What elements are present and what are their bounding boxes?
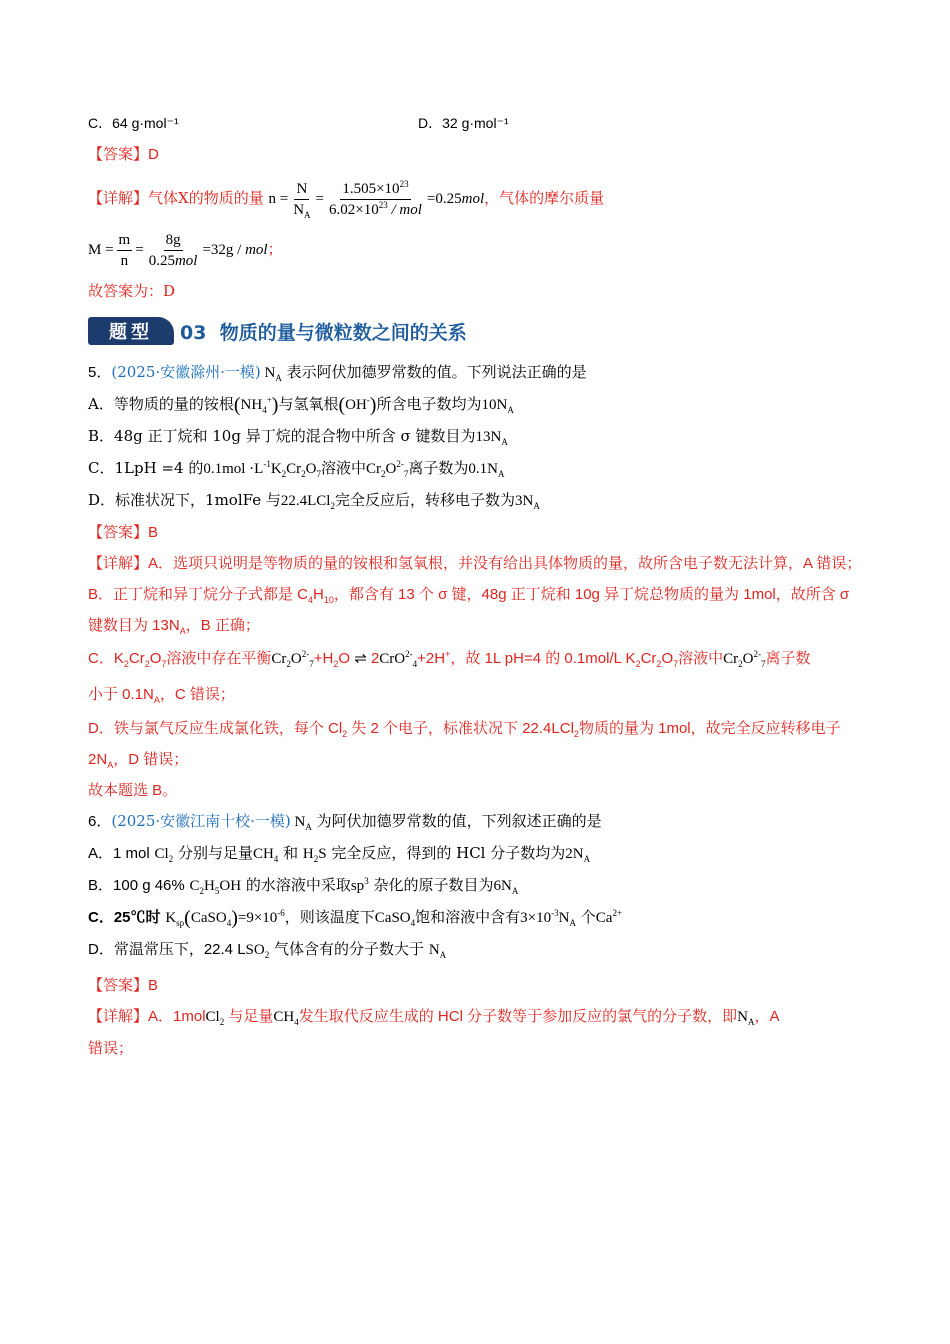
q6-da-cl2: Cl bbox=[205, 1009, 220, 1025]
q6-b3: 杂化的原子数目为 bbox=[373, 876, 494, 894]
frac-num: N bbox=[294, 180, 309, 200]
q5-d-c: 完全反应后，转移电子数为 bbox=[334, 491, 515, 509]
q6-c5: 3×10 bbox=[520, 910, 552, 926]
q5-dc10-ion-sub: 7 bbox=[760, 659, 766, 669]
answer-label: 【答案】D bbox=[88, 146, 159, 163]
q5-dd1: D．铁与氯气反应生成氯化铁，每个 Cl bbox=[88, 720, 343, 737]
q5-c-e: 离子数为 bbox=[408, 459, 469, 477]
q6-d-na: N bbox=[428, 942, 440, 958]
q5-dc4: 溶液中存在平衡 bbox=[166, 650, 272, 667]
q5-a-mid: 与氢氧根 bbox=[278, 395, 339, 413]
q6-c3: ，则该温度下 bbox=[284, 908, 375, 926]
q5-detail-label: 【详解】 bbox=[88, 555, 149, 572]
q5-dd2: 失 2 个电子，标准状况下 22.4LCl bbox=[351, 720, 574, 737]
q5-dd4: ，D 错误； bbox=[113, 751, 189, 768]
q6-d-na-sub: A bbox=[439, 950, 447, 960]
q5-dc-ion-o: O bbox=[290, 651, 302, 667]
q6-a1: A．1 mol bbox=[88, 845, 150, 862]
q6-answer: 【答案】B bbox=[88, 977, 159, 994]
formula-moles: n = $\frac{N}{N_A}$ = $\frac{1.505\times 10^{23}}{6.02\times 10^{23} / mol}$ =0.25mol bbox=[268, 179, 485, 221]
q6-na-sub: A bbox=[305, 822, 312, 832]
q5-dc-ion-sub: 7 bbox=[309, 659, 314, 669]
q5-a-pre: A．等物质的量的铵根 bbox=[88, 395, 234, 413]
q6-option-c: C．25℃时 $K_{sp}(CaSO_4)=9\times 10^{-6}$，则该温度下CaSO$_4$饱和溶液中含有$3\times 10^{-3}N_A$ 个$Ca^{2+}$ bbox=[88, 907, 623, 929]
q6-ca-sup: 2+ bbox=[612, 908, 623, 918]
m-lhs: M = bbox=[88, 242, 114, 258]
q6-da5: 错误； bbox=[88, 1040, 134, 1057]
q6-number: 6． bbox=[88, 813, 112, 830]
q5-dc10-ion-o: O bbox=[742, 651, 754, 667]
q5-dc-ion-sup: 2- bbox=[301, 649, 310, 659]
q5-dc5: +H bbox=[313, 650, 334, 667]
q5-dc9-cr: Cr bbox=[640, 650, 657, 667]
q5-dc10: 溶液中 bbox=[678, 650, 724, 667]
q5-dd3: 物质的量为 1mol，故完全反应转移电子 2N bbox=[88, 720, 841, 768]
m-frac-num: m bbox=[117, 231, 133, 251]
q6-c5-na: N bbox=[558, 910, 570, 926]
detail-text: 气体X的物质的量 bbox=[148, 189, 264, 207]
section-number: 03 bbox=[180, 321, 207, 344]
q5-stem-text: 表示阿伏加德罗常数的值。下列说法正确的是 bbox=[286, 363, 587, 381]
q5-final: 故本题选 B。 bbox=[88, 782, 178, 799]
question-5-stem bbox=[88, 357, 863, 389]
q6-h2s-s: S bbox=[318, 846, 327, 862]
q6-c5-na-sub: A bbox=[569, 918, 576, 928]
q6-c2-sup: -6 bbox=[277, 908, 285, 918]
q5-a-post: 所含电子数均为 bbox=[376, 395, 482, 413]
q5-c-d: 溶液中 bbox=[321, 459, 367, 477]
q6-a2: 分别与足量 bbox=[177, 844, 253, 862]
q5-na-sub: A bbox=[275, 373, 282, 383]
detail-label: 【详解】 bbox=[88, 189, 149, 207]
q6-h2s-h: H bbox=[302, 846, 314, 862]
q6-b2: 的水溶液中采取 bbox=[245, 876, 351, 894]
q5-c-ion-sup: 2- bbox=[396, 459, 404, 469]
equilibrium-arrow: ⇌ bbox=[354, 650, 367, 667]
frac-den-sub: A bbox=[304, 210, 311, 221]
q5-dc8: +2H bbox=[417, 650, 446, 667]
q5-c-ion-sub: 7 bbox=[403, 469, 409, 479]
q6-detail-label: 【详解】 bbox=[88, 1008, 149, 1025]
section-title-text: 物质的量与微粒数之间的关系 bbox=[219, 321, 467, 344]
q5-a-val-sub: A bbox=[507, 405, 514, 415]
options-row-cd bbox=[88, 108, 863, 139]
q5-d-val: 3N bbox=[514, 493, 534, 509]
m-frac2-num: 8g bbox=[164, 231, 183, 251]
q5-c-ion-cr: Cr bbox=[366, 461, 382, 477]
document-page bbox=[88, 108, 863, 1064]
q6-a4: 完全反应，得到的 HCl 分子数均为 bbox=[331, 844, 566, 862]
m-frac-den: n bbox=[120, 253, 129, 270]
section-badge: 题型 bbox=[88, 317, 174, 345]
q5-db-sub3: A bbox=[179, 626, 186, 636]
q5-na: N bbox=[264, 365, 276, 381]
q6-stem-text: 为阿伏加德罗常数的值，下列叙述正确的是 bbox=[316, 812, 602, 830]
q5-c-o: O bbox=[305, 461, 317, 477]
q5-detail-a-text: A．选项只说明是等物质的量的铵根和氢氧根，并没有给出具体物质的量，故所含电子数无法计算，A 错误； bbox=[148, 555, 862, 572]
frac2-den: 6.02×10 bbox=[329, 202, 379, 219]
q5-dc7: 2 bbox=[370, 650, 380, 667]
nh4-sup: + bbox=[266, 395, 272, 405]
m-result-unit: mol bbox=[245, 242, 268, 258]
cro4-sup: 2- bbox=[405, 649, 413, 659]
q5-detail-c: C．$K_2Cr_2O_7$溶液中存在平衡$Cr_2O^{2-}_7+H_2O$ ⇌ 2CrO$^{2-}_4$+2H+，故 1L pH=4 的 0.1mol/L $K_2Cr_2O_7$溶液中$Cr_2O^{2-}_7$离子数 小于 $0.1N_A$，C 错误； bbox=[88, 649, 811, 705]
q5-d-b-sub: 2 bbox=[330, 501, 335, 511]
frac2-den-exp: 23 bbox=[378, 200, 388, 211]
q5-d-a: D．标准状况下，1molFe 与 bbox=[88, 491, 281, 509]
q6-option-b: B．100 g 46% $C_2H_5OH$ 的水溶液中采取$sp^3$ 杂化的原子数目为$6N_A$ bbox=[88, 876, 519, 896]
q5-db2: H bbox=[313, 586, 324, 603]
q5-b-val: 13N bbox=[475, 429, 502, 445]
frac2-den-unit: / mol bbox=[391, 202, 422, 219]
q5-dc9: ，故 1L pH=4 的 0.1mol/L K bbox=[450, 650, 636, 667]
q6-c4: 饱和溶液中含有 bbox=[415, 908, 521, 926]
q6-sp3-sup: 3 bbox=[364, 876, 369, 886]
section-banner bbox=[88, 311, 863, 351]
q5-dc2: Cr bbox=[128, 650, 145, 667]
q6-c1: C．25℃时 bbox=[88, 909, 161, 926]
q5-db1: B．正丁烷和异丁烷分子式都是 C bbox=[88, 586, 309, 603]
q6-da-ch4: CH bbox=[273, 1009, 295, 1025]
q5-source: (2025·安徽滁州·一模) bbox=[111, 363, 261, 381]
oh: OH bbox=[345, 397, 367, 413]
q6-b1: B．100 g 46% bbox=[88, 877, 185, 894]
q6-c3-caso4: CaSO bbox=[374, 910, 411, 926]
q5-b-text: B．48g 正丁烷和 10g 异丁烷的混合物中所含 σ 键数目为 bbox=[88, 427, 476, 445]
q5-dc6: O bbox=[338, 650, 351, 667]
q5-option-c: C．1LpH =4 的$0.1mol \cdot L^{-1}K_2Cr_2O_7$溶液中$Cr_2O^{2-}_7$离子数为$0.1N_A$ bbox=[88, 459, 505, 479]
q6-detail-a: 【详解】A．1molCl$_2$ 与足量$CH_4$发生取代反应生成的 HCl 分子数等于参加反应的氯气的分子数，即$N_A$，A 错误； bbox=[88, 1008, 780, 1057]
q6-ca: Ca bbox=[595, 910, 613, 926]
q5-c-val: 0.1N bbox=[468, 461, 498, 477]
q6-d2: 气体含有的分子数大于 bbox=[274, 940, 425, 958]
q6-ethanol-c: C bbox=[189, 878, 200, 894]
m-semicolon: ； bbox=[267, 240, 283, 258]
q5-option-a: A．等物质的量的铵根$(NH_4^+)$与氢氧根(OH-)所含电子数均为$10N_A$ bbox=[88, 394, 514, 416]
moles-result: =0.25 bbox=[426, 191, 462, 207]
q6-da2: 与足量 bbox=[228, 1008, 274, 1025]
q6-source: (2025·安徽江南十校·一模) bbox=[111, 812, 291, 830]
q6-c6: 个 bbox=[580, 908, 596, 926]
q5-c-a: C．1LpH =4 的 bbox=[88, 459, 204, 477]
q5-option-d bbox=[88, 485, 863, 517]
oh-sup: - bbox=[366, 395, 370, 405]
q5-c-ion-o: O bbox=[385, 461, 397, 477]
q5-dc13: ，C 错误； bbox=[159, 686, 235, 703]
section-title bbox=[180, 318, 467, 345]
q6-option-d: D．常温常压下，22.4 $LSO_2$ 气体含有的分子数大于 $N_A$ bbox=[88, 940, 447, 960]
frac-den: N bbox=[293, 202, 305, 219]
q6-caso4: CaSO bbox=[190, 910, 227, 926]
q5-detail-a bbox=[88, 548, 863, 579]
q6-da3: 发生取代反应生成的 HCl 分子数等于参加反应的氯气的分子数，即 bbox=[298, 1008, 738, 1025]
q6-da-na: N bbox=[737, 1009, 748, 1025]
q5-dc9-o: O bbox=[661, 650, 674, 667]
q5-c-b-sup: -1 bbox=[263, 459, 271, 469]
q6-d1: D．常温常压下，22.4 L bbox=[88, 941, 246, 958]
q5-dc10-ion-sup: 2- bbox=[753, 649, 761, 659]
q5-c-b: 0.1mol ·L bbox=[203, 461, 264, 477]
q6-so2: SO bbox=[245, 942, 265, 958]
detail-tail: ，气体的摩尔质量 bbox=[484, 189, 605, 207]
nh4-sub: 4 bbox=[262, 405, 267, 415]
q5-option-b bbox=[88, 421, 863, 453]
q6-da1: A．1mol bbox=[148, 1008, 206, 1025]
q6-ksp-sub: sp bbox=[176, 918, 185, 928]
molar-mass-formula: M = $\frac{m}{n}$ = $\frac{8g}{\text{0.25mol}}$ =32g / mol； bbox=[88, 232, 283, 270]
q5-db3: ，都含有 13 个 σ 键，48g 正丁烷和 10g 异丁烷总物质的量为 1mol，故所含 σ 键数目为 13N bbox=[88, 586, 850, 634]
option-d: D．32 g·mol⁻¹ bbox=[418, 115, 509, 131]
q5-dc12: 小于 0.1N bbox=[88, 686, 154, 703]
q5-detail-d: D．铁与氯气反应生成氯化铁，每个 $Cl_2$ 失 2 个电子，标准状况下 22.4LCl$_2$物质的量为 1mol，故完全反应转移电子 $2N_A$，D 错误； bbox=[88, 720, 841, 770]
q5-c-o-sub: 7 bbox=[316, 469, 322, 479]
cro4: CrO bbox=[379, 651, 406, 667]
detail-line-1 bbox=[88, 174, 863, 223]
q6-sp3: sp bbox=[350, 878, 365, 894]
q5-c-cr-sub: 2 bbox=[301, 469, 306, 479]
q5-number: 5． bbox=[88, 364, 112, 381]
q6-b-val: 6N bbox=[493, 878, 512, 894]
nh4: NH bbox=[240, 397, 263, 413]
q6-da4: ，A bbox=[754, 1008, 780, 1025]
q6-a-val: 2N bbox=[565, 846, 584, 862]
m-frac2-den: 0.25 bbox=[148, 253, 175, 270]
q5-c-k: K bbox=[270, 461, 282, 477]
m-result: =32g / bbox=[202, 242, 242, 258]
q5-d-val-sub: A bbox=[533, 501, 540, 511]
q5-c-cr: Cr bbox=[286, 461, 302, 477]
q6-ethanol-oh: OH bbox=[219, 878, 242, 894]
q5-dc1: C．K bbox=[88, 650, 124, 667]
q6-ksp: K bbox=[165, 910, 177, 926]
q6-na: N bbox=[294, 814, 306, 830]
q5-c-k-sub: 2 bbox=[281, 469, 287, 479]
frac2-num: 1.505×10 bbox=[342, 181, 400, 198]
q5-dc-ion-cr: Cr bbox=[271, 651, 287, 667]
m-frac2-den-unit: mol bbox=[174, 253, 198, 270]
q6-option-a: A．1 mol $Cl_2$ 分别与足量$CH_4$ 和 $H_2S$ 完全反应，得到的 HCl 分子数均为$2N_A$ bbox=[88, 844, 591, 864]
q6-cl2: Cl bbox=[154, 846, 169, 862]
q5-dc8-sup: + bbox=[445, 649, 451, 659]
q5-db4: ，B 正确； bbox=[185, 617, 260, 634]
cro4-sub: 4 bbox=[412, 659, 418, 669]
q6-a-val-sub: A bbox=[583, 854, 591, 864]
q6-c5-sup: -3 bbox=[551, 908, 559, 918]
q5-c-val-sub: A bbox=[497, 469, 505, 479]
q6-b-val-sub: A bbox=[511, 886, 519, 896]
q5-detail-b bbox=[88, 579, 863, 641]
q5-a-val: 10N bbox=[481, 397, 508, 413]
q6-ch4: CH bbox=[252, 846, 274, 862]
q5-dc3: O bbox=[149, 650, 162, 667]
moles-unit: mol bbox=[461, 191, 485, 207]
q5-answer: 【答案】B bbox=[88, 524, 159, 541]
q5-dc11: 离子数 bbox=[765, 650, 811, 667]
question-6-stem bbox=[88, 806, 863, 838]
conclusion: 故答案为：D bbox=[88, 282, 176, 300]
q6-ethanol-h: H bbox=[204, 878, 215, 894]
q5-db-sub1: 4 bbox=[308, 595, 314, 605]
q5-dc10-ion-cr: Cr bbox=[723, 651, 739, 667]
q5-b-val-sub: A bbox=[501, 437, 508, 447]
q6-a3: 和 bbox=[283, 844, 299, 862]
q5-db-sub2: 10 bbox=[323, 595, 334, 605]
option-c: C．64 g·mol⁻¹ bbox=[88, 115, 179, 131]
q5-d-b: 22.4LCl bbox=[280, 493, 331, 509]
q6-da-na-sub: A bbox=[747, 1017, 755, 1027]
q6-c2: =9×10 bbox=[237, 910, 278, 926]
frac2-num-exp: 23 bbox=[399, 179, 409, 190]
